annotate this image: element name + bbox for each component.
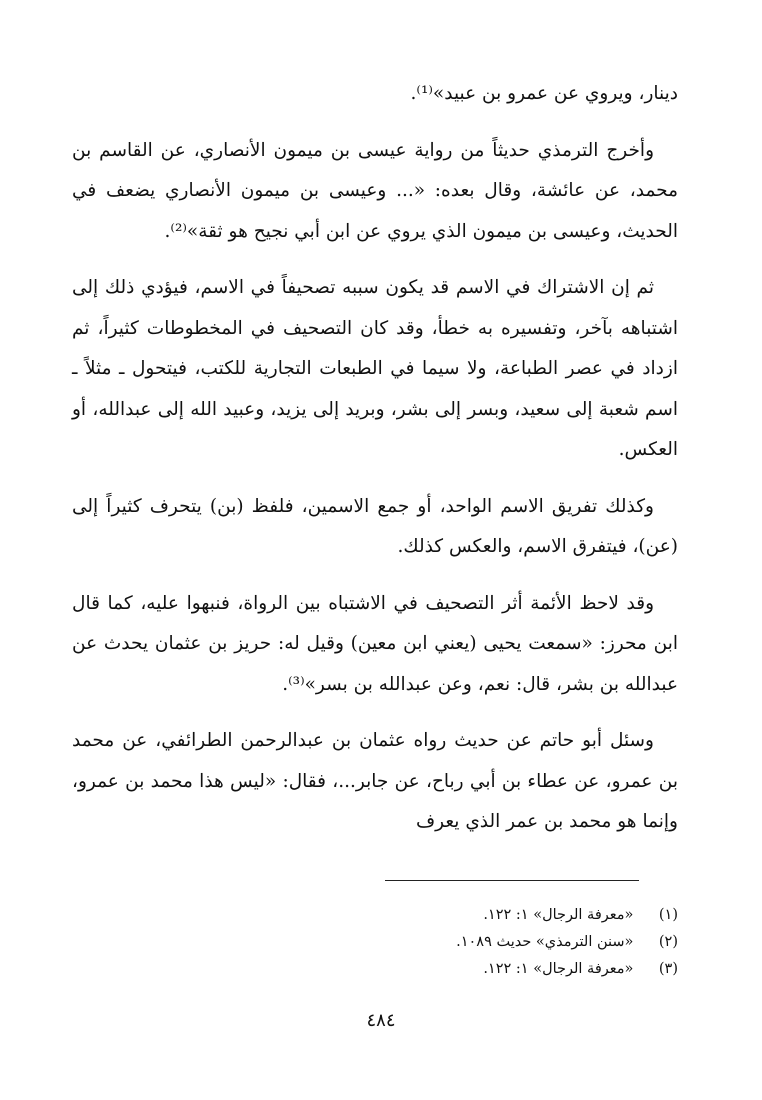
footnote-text: «معرفة الرجال» ١: ١٢٢. [483, 907, 634, 923]
paragraph-3: ثم إن الاشتراك في الاسم قد يكون سببه تصحيفاً في الاسم، فيؤدي ذلك إلى اشتباهه بآخر، وتفسيره به خطأ، وقد كان التصحيف في المخطوطات كثيراً، ثم ازداد في عصر الطباعة، ولا سيما في الطبعات التجارية للكتب، فيتحول ـ مثلاً ـ اسم شعبة إلى سعيد، وبسر إلى بشر، وبريد إلى يزيد، وعبيد الله إلى عبدالله، أو العكس. [72, 277, 678, 460]
paragraph-4: وكذلك تفريق الاسم الواحد، أو جمع الاسمين، فلفظ (بن) يتحرف كثيراً إلى (عن)، فيتفرق الاسم، والعكس كذلك. [72, 495, 678, 557]
footnote-3 [72, 956, 678, 983]
footnote-number: (٣) [658, 961, 678, 977]
paragraph-2: وأخرج الترمذي حديثاً من رواية عيسى بن ميمون الأنصاري، عن القاسم بن محمد، عن عائشة، وقال بعده: «... وعيسى بن ميمون الأنصاري يضعف في الحديث، وعيسى بن ميمون الذي يروي عن ابن أبي نجيح هو ثقة»⁽²⁾. [72, 139, 678, 242]
paragraph-1: دينار، ويروي عن عمرو بن عبيد»⁽¹⁾. [410, 83, 678, 104]
paragraph-6: وسئل أبو حاتم عن حديث رواه عثمان بن عبدالرحمن الطرائفي، عن محمد بن عمرو، عن عطاء بن أبي رباح، عن جابر...، فقال: «ليس هذا محمد بن عمرو، وإنما هو محمد بن عمر الذي يعرف [72, 730, 678, 832]
footnotes [72, 902, 678, 983]
page-number: ٤٨٤ [366, 1010, 396, 1031]
footnote-text: «معرفة الرجال» ١: ١٢٢. [483, 961, 634, 977]
footnote-1 [72, 902, 678, 929]
paragraph-5: وقد لاحظ الأئمة أثر التصحيف في الاشتباه بين الرواة، فنبهوا عليه، كما قال ابن محرز: «سمعت يحيى (يعني ابن معين) وقيل له: حريز بن عثمان يحدث عن عبدالله بن بشر، قال: نعم، وعن عبدالله بن بسر»⁽³⁾. [72, 592, 678, 695]
footnote-number: (١) [658, 907, 678, 923]
footnote-text: «سنن الترمذي» حديث ١٠٨٩. [456, 934, 634, 950]
main-text [72, 74, 678, 859]
footnote-number: (٢) [658, 934, 678, 950]
footnote-separator [385, 880, 639, 881]
footnote-2 [72, 929, 678, 956]
